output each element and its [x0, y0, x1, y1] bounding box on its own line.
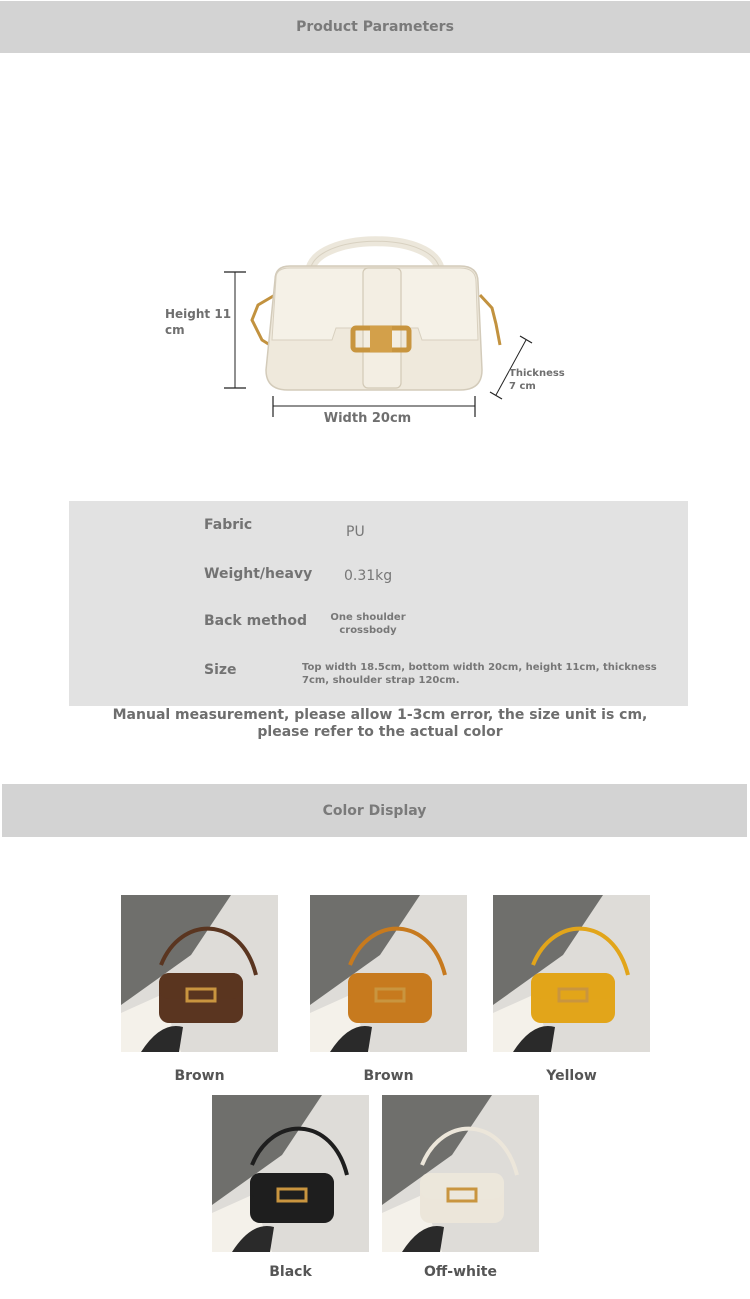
handbag-icon — [310, 895, 467, 1052]
handbag-icon — [382, 1095, 539, 1252]
thickness-label: Thickness 7 cm — [509, 368, 565, 392]
handbag-icon — [212, 1095, 369, 1252]
color-swatch-image[interactable] — [121, 895, 278, 1052]
product-parameters-header — [0, 1, 750, 53]
color-display-title: Color Display — [322, 802, 427, 819]
height-label: Height 11 cm — [165, 307, 232, 337]
product-parameters-title: Product Parameters — [296, 19, 454, 35]
weight-label: Weight/heavy — [204, 566, 313, 582]
color-swatch-image[interactable] — [382, 1095, 539, 1252]
measurement-note: Manual measurement, please allow 1-3cm error, the size unit is cm, please refer to the actual color — [112, 707, 648, 740]
weight-value: 0.31kg — [344, 568, 393, 584]
back-method-value: One shoulder crossbody — [330, 612, 406, 636]
color-label: Off-white — [424, 1264, 497, 1280]
color-label: Black — [269, 1264, 312, 1280]
handbag-icon — [121, 895, 278, 1052]
color-display-header — [2, 784, 747, 837]
fabric-label: Fabric — [204, 517, 253, 533]
color-swatch-image[interactable] — [493, 895, 650, 1052]
color-label: Brown — [363, 1068, 414, 1084]
back-method-label: Back method — [204, 613, 307, 629]
color-swatch-image[interactable] — [212, 1095, 369, 1252]
fabric-value: PU — [346, 524, 365, 540]
handbag-icon — [493, 895, 650, 1052]
size-value: Top width 18.5cm, bottom width 20cm, height 11cm, thickness 7cm, shoulder strap 120cm. — [302, 662, 657, 686]
size-label: Size — [204, 662, 237, 678]
width-label: Width 20cm — [323, 411, 412, 426]
color-swatch-image[interactable] — [310, 895, 467, 1052]
color-label: Yellow — [546, 1068, 597, 1084]
color-label: Brown — [174, 1068, 225, 1084]
